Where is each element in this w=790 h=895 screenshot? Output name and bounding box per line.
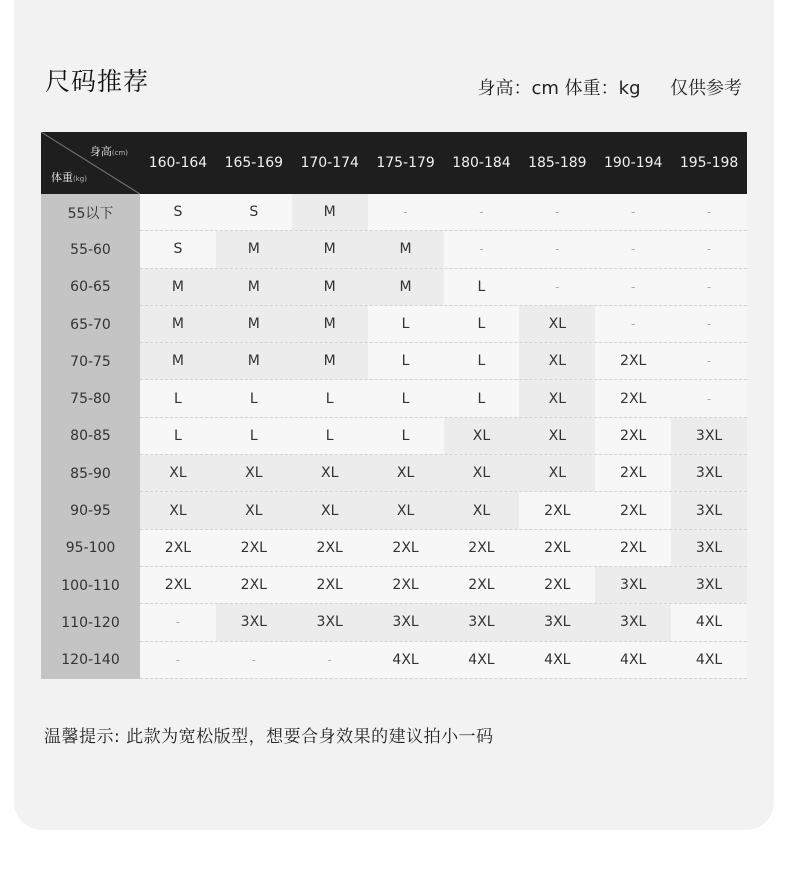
column-header: 175-179 bbox=[376, 155, 435, 171]
size-cell: XL bbox=[368, 455, 444, 491]
weight-row-label: 60-65 bbox=[41, 269, 140, 306]
weight-row-label: 85-90 bbox=[41, 455, 140, 492]
size-cell: XL bbox=[368, 492, 444, 528]
size-cell: M bbox=[140, 343, 216, 379]
size-cell: 3XL bbox=[216, 604, 292, 640]
size-cell: M bbox=[292, 269, 368, 305]
size-cell: 3XL bbox=[444, 604, 520, 640]
size-cell: 2XL bbox=[519, 530, 595, 566]
corner-weight-unit: (kg) bbox=[73, 175, 87, 183]
size-cell: 2XL bbox=[216, 530, 292, 566]
column-header: 170-174 bbox=[300, 155, 359, 171]
size-cell: - bbox=[519, 231, 595, 267]
size-cell: XL bbox=[519, 380, 595, 416]
row-cells bbox=[140, 567, 747, 604]
size-cell: M bbox=[368, 231, 444, 267]
size-cell: XL bbox=[519, 343, 595, 379]
size-cell: 2XL bbox=[595, 492, 671, 528]
page-title: 尺码推荐 bbox=[45, 67, 150, 96]
size-cell: - bbox=[140, 642, 216, 678]
size-cell: 2XL bbox=[595, 380, 671, 416]
size-cell: XL bbox=[216, 455, 292, 491]
size-cell: 3XL bbox=[671, 530, 747, 566]
size-cell: 3XL bbox=[292, 604, 368, 640]
size-cell: XL bbox=[140, 455, 216, 491]
column-header: 195-198 bbox=[679, 155, 739, 171]
row-cells bbox=[140, 604, 747, 641]
size-cell: - bbox=[671, 343, 747, 379]
corner-height-text: 身高 bbox=[89, 145, 112, 158]
column-header: 165-169 bbox=[224, 155, 284, 171]
size-cell: - bbox=[216, 642, 292, 678]
size-cell: - bbox=[140, 604, 216, 640]
size-cell: M bbox=[140, 306, 216, 342]
size-cell: 4XL bbox=[595, 642, 671, 678]
weight-row-label: 80-85 bbox=[41, 418, 140, 455]
size-cell: - bbox=[292, 642, 368, 678]
fit-tip: 温馨提示: 此款为宽松版型，想要合身效果的建议拍小一码 bbox=[44, 727, 494, 747]
column-header: 160-164 bbox=[148, 155, 208, 171]
size-cell: XL bbox=[140, 492, 216, 528]
size-cell: - bbox=[671, 306, 747, 342]
size-cell: M bbox=[216, 231, 292, 267]
table-row bbox=[41, 269, 747, 306]
size-cell: - bbox=[671, 380, 747, 416]
size-cell: L bbox=[368, 418, 444, 454]
size-cell: 2XL bbox=[368, 530, 444, 566]
size-cell: XL bbox=[292, 455, 368, 491]
weight-unit-label: 体重：kg bbox=[564, 78, 641, 99]
weight-row-label: 55以下 bbox=[41, 194, 140, 231]
weight-row-label: 110-120 bbox=[41, 604, 140, 641]
row-cells bbox=[140, 380, 747, 417]
size-cell: 4XL bbox=[671, 604, 747, 640]
size-cell: 4XL bbox=[519, 642, 595, 678]
size-cell: - bbox=[595, 231, 671, 267]
size-cell: S bbox=[140, 194, 216, 230]
size-cell: L bbox=[444, 343, 520, 379]
size-cell: L bbox=[368, 306, 444, 342]
row-cells bbox=[140, 194, 747, 231]
corner-weight-label bbox=[51, 169, 87, 185]
size-cell: M bbox=[292, 343, 368, 379]
size-cell: M bbox=[292, 231, 368, 267]
weight-row-label: 65-70 bbox=[41, 306, 140, 343]
row-cells bbox=[140, 455, 747, 492]
size-cell: L bbox=[292, 418, 368, 454]
size-cell: 2XL bbox=[595, 455, 671, 491]
table-row bbox=[41, 306, 747, 343]
size-cell: 4XL bbox=[444, 642, 520, 678]
size-cell: - bbox=[595, 306, 671, 342]
corner-height-unit: (cm) bbox=[111, 149, 128, 157]
column-header: 185-189 bbox=[528, 155, 587, 171]
size-cell: L bbox=[444, 380, 520, 416]
size-cell: - bbox=[595, 194, 671, 230]
size-cell: XL bbox=[444, 418, 520, 454]
size-cell: 2XL bbox=[595, 343, 671, 379]
size-cell: L bbox=[140, 418, 216, 454]
table-body bbox=[41, 194, 747, 679]
table-corner bbox=[41, 132, 140, 194]
row-cells bbox=[140, 269, 747, 306]
size-cell: XL bbox=[216, 492, 292, 528]
size-cell: 3XL bbox=[368, 604, 444, 640]
weight-row-label: 75-80 bbox=[41, 380, 140, 417]
size-cell: - bbox=[368, 194, 444, 230]
table-row bbox=[41, 231, 747, 268]
corner-weight-text: 体重 bbox=[51, 171, 73, 184]
weight-row-label: 100-110 bbox=[41, 567, 140, 604]
size-cell: - bbox=[671, 194, 747, 230]
table-row bbox=[41, 530, 747, 567]
size-cell: 2XL bbox=[368, 567, 444, 603]
size-cell: - bbox=[595, 269, 671, 305]
row-cells bbox=[140, 492, 747, 529]
size-cell: - bbox=[444, 231, 520, 267]
size-cell: S bbox=[216, 194, 292, 230]
size-cell: 2XL bbox=[292, 567, 368, 603]
weight-row-label: 120-140 bbox=[41, 642, 140, 679]
size-cell: 3XL bbox=[671, 418, 747, 454]
size-cell: 3XL bbox=[671, 492, 747, 528]
size-cell: 2XL bbox=[140, 567, 216, 603]
weight-row-label: 70-75 bbox=[41, 343, 140, 380]
weight-row-label: 90-95 bbox=[41, 492, 140, 529]
size-cell: XL bbox=[519, 418, 595, 454]
size-cell: L bbox=[444, 269, 520, 305]
row-cells bbox=[140, 343, 747, 380]
size-cell: XL bbox=[519, 455, 595, 491]
size-cell: M bbox=[368, 269, 444, 305]
size-cell: XL bbox=[444, 455, 520, 491]
table-row bbox=[41, 567, 747, 604]
size-cell: 3XL bbox=[671, 567, 747, 603]
size-cell: L bbox=[444, 306, 520, 342]
table-row bbox=[41, 455, 747, 492]
size-cell: - bbox=[519, 194, 595, 230]
units-note bbox=[478, 74, 743, 100]
size-cell: 4XL bbox=[671, 642, 747, 678]
size-cell: L bbox=[216, 418, 292, 454]
size-cell: L bbox=[368, 343, 444, 379]
row-cells bbox=[140, 231, 747, 268]
height-unit-label: 身高：cm bbox=[477, 78, 559, 99]
size-cell: 2XL bbox=[444, 530, 520, 566]
height-columns bbox=[140, 132, 747, 194]
size-cell: S bbox=[140, 231, 216, 267]
size-cell: 2XL bbox=[595, 530, 671, 566]
size-cell: 2XL bbox=[140, 530, 216, 566]
corner-height-label bbox=[90, 143, 128, 159]
size-cell: 3XL bbox=[595, 567, 671, 603]
size-cell: 3XL bbox=[595, 604, 671, 640]
table-row bbox=[41, 343, 747, 380]
table-row bbox=[41, 492, 747, 529]
table-row bbox=[41, 380, 747, 417]
size-cell: - bbox=[444, 194, 520, 230]
size-cell: L bbox=[292, 380, 368, 416]
row-cells bbox=[140, 642, 747, 679]
size-cell: XL bbox=[519, 306, 595, 342]
table-row bbox=[41, 194, 747, 231]
size-cell: 2XL bbox=[444, 567, 520, 603]
size-cell: 4XL bbox=[368, 642, 444, 678]
size-cell: 3XL bbox=[671, 455, 747, 491]
size-cell: XL bbox=[292, 492, 368, 528]
table-row bbox=[41, 418, 747, 455]
size-chart-table bbox=[41, 132, 747, 679]
size-cell: 2XL bbox=[292, 530, 368, 566]
size-cell: L bbox=[368, 380, 444, 416]
column-header: 180-184 bbox=[452, 155, 511, 171]
table-row bbox=[41, 604, 747, 641]
row-cells bbox=[140, 418, 747, 455]
size-cell: 2XL bbox=[595, 418, 671, 454]
size-cell: 2XL bbox=[216, 567, 292, 603]
size-cell: - bbox=[671, 231, 747, 267]
size-cell: 3XL bbox=[519, 604, 595, 640]
weight-row-label: 55-60 bbox=[41, 231, 140, 268]
column-header: 190-194 bbox=[603, 155, 663, 171]
size-cell: M bbox=[140, 269, 216, 305]
size-cell: XL bbox=[444, 492, 520, 528]
size-cell: L bbox=[216, 380, 292, 416]
size-cell: M bbox=[292, 194, 368, 230]
size-cell: M bbox=[292, 306, 368, 342]
row-cells bbox=[140, 530, 747, 567]
size-cell: - bbox=[519, 269, 595, 305]
reference-note: 仅供参考 bbox=[670, 78, 742, 99]
size-cell: M bbox=[216, 269, 292, 305]
size-cell: 2XL bbox=[519, 492, 595, 528]
row-cells bbox=[140, 306, 747, 343]
table-row bbox=[41, 642, 747, 679]
size-cell: 2XL bbox=[519, 567, 595, 603]
size-cell: M bbox=[216, 343, 292, 379]
weight-row-label: 95-100 bbox=[41, 530, 140, 567]
size-cell: L bbox=[140, 380, 216, 416]
size-cell: - bbox=[671, 269, 747, 305]
table-header bbox=[41, 132, 747, 194]
size-cell: M bbox=[216, 306, 292, 342]
